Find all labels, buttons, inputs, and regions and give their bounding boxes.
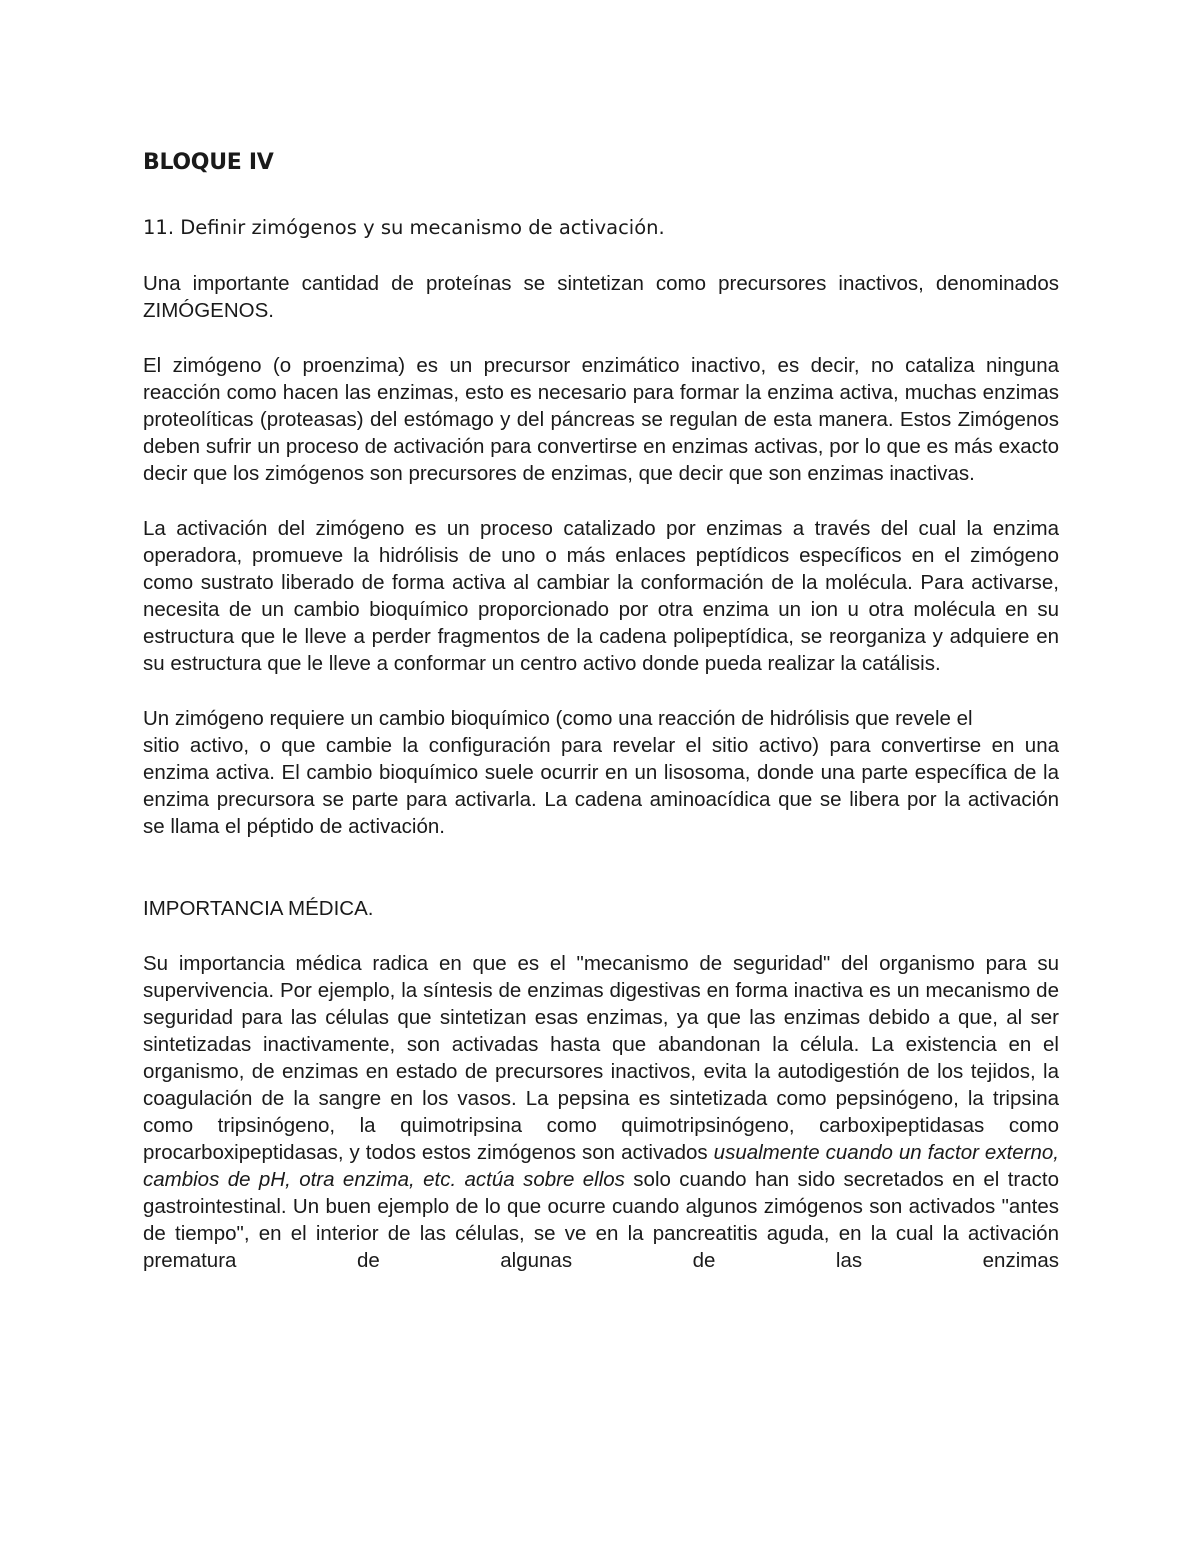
paragraph-importancia-end: solo cuando han sido secretados en el tracto gastrointestinal. Un buen ejemplo de lo que ocurre cuando algunos zimógenos son activados "antes de tiempo", en el interior de las células, se ve en la pancreatitis aguda, en la cual la activación prematura de algunas de las enzimas [143, 1168, 1060, 1272]
paragraph-zimogeno-definicion: El zimógeno (o proenzima) es un precursor enzimático inactivo, es decir, no cataliza ninguna reacción como hacen las enzimas, esto es necesario para formar la enzima activa, muchas enzimas proteolíticas (proteasas) del estómago y del páncreas se regulan de esta manera. Estos Zimógenos deben sufrir un proceso de activación para convertirse en enzimas activas, por lo que es más exacto decir que los zimógenos son precursores de enzimas, que decir que son enzimas inactivas. [143, 354, 1059, 485]
paragraph-cambio-bioquimico-rest: sitio activo, o que cambie la configuración para revelar el sitio activo) para convertirse en una enzima activa. El cambio bioquímico suele ocurrir en un lisosoma, donde una parte específica de la enzima precursora se parte para activarla. La cadena aminoacídica que se libera por la activación se llama el péptido de activación. [143, 734, 1059, 838]
paragraph-zimogenos-intro: Una importante cantidad de proteínas se sintetizan como precursores inactivos, denominados ZIMÓGENOS. [143, 272, 1059, 322]
paragraph-importancia-italic: usualmente cuando un factor externo, cambios de pH, otra enzima, etc. actúa sobre ellos [143, 1141, 1060, 1191]
paragraph-cambio-bioquimico [143, 705, 1059, 840]
question-heading: 11. Definir zimógenos y su mecanismo de activación. [143, 216, 665, 239]
paragraph-activacion: La activación del zimógeno es un proceso catalizado por enzimas a través del cual la enzima operadora, promueve la hidrólisis de uno o más enlaces peptídicos específicos en el zimógeno como sustrato liberado de forma activa al cambiar la conformación de la molécula. Para activarse, necesita de un cambio bioquímico proporcionado por otra enzima un ion u otra molécula en su estructura que le lleve a perder fragmentos de la cadena polipeptídica, se reorganiza y adquiere en su estructura que le lleve a conformar un centro activo donde pueda realizar la catálisis. [143, 517, 1059, 675]
paragraph-importancia-medica [143, 950, 1059, 1274]
section-heading-importancia: IMPORTANCIA MÉDICA. [143, 897, 374, 920]
document-page [143, 148, 1059, 1274]
block-title: BLOQUE IV [143, 150, 274, 175]
paragraph-importancia-start: Su importancia médica radica en que es el "mecanismo de seguridad" del organismo para su supervivencia. Por ejemplo, la síntesis de enzimas digestivas en forma inactiva es un mecanismo de seguridad para las células que sintetizan esas enzimas, ya que las enzimas debido a que, al ser sintetizadas inactivamente, son activadas hasta que abandonan la célula. La existencia en el organismo, de enzimas en estado de precursores inactivos, evita la autodigestión de los tejidos, la coagulación de la sangre en los vasos. La pepsina es sintetizada como pepsinógeno, la tripsina como tripsinógeno, la quimotripsina como quimotripsinógeno, carboxipeptidasas como procarboxipeptidasas, y todos estos zimógenos son activados [143, 952, 1059, 1164]
paragraph-cambio-bioquimico-line-1: Un zimógeno requiere un cambio bioquímico (como una reacción de hidrólisis que revele el [143, 707, 973, 730]
